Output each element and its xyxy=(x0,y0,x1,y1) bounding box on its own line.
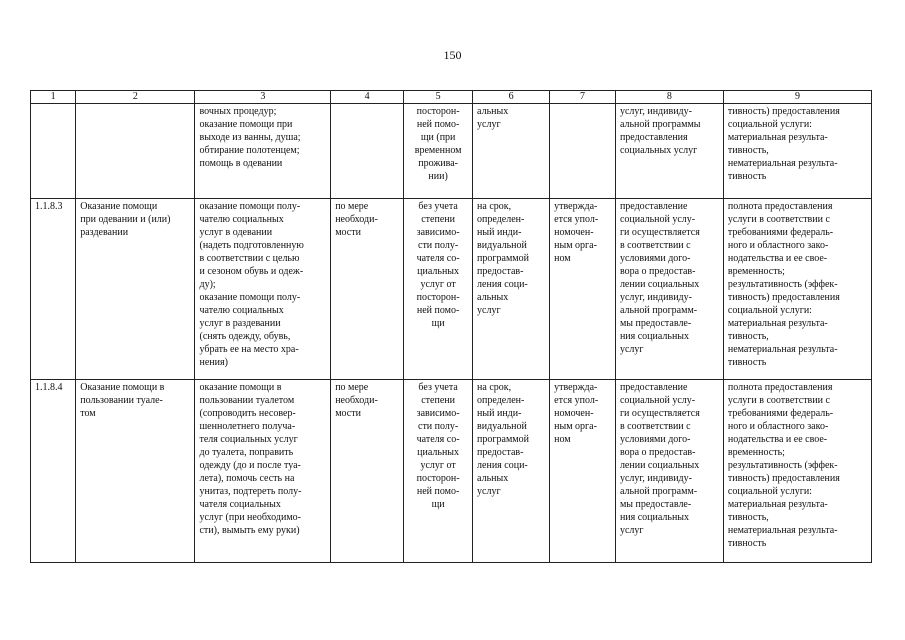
cell-text-line: унитаз, подтереть полу- xyxy=(199,486,302,497)
cell-text-line: (сопроводить несовер- xyxy=(199,408,296,419)
cell-text-line: лении социальных xyxy=(619,460,700,471)
cell-text-line: вора о предостав- xyxy=(619,447,696,458)
cell-text-line: тивность) предоставления xyxy=(727,473,840,484)
cell-description xyxy=(195,104,331,199)
cell-conditions xyxy=(615,104,723,199)
cell-text-line: полнота предоставления xyxy=(727,201,833,212)
cell-text-line: сти полу- xyxy=(418,240,459,251)
cell-text-line: ления соци- xyxy=(477,460,528,471)
cell-text-line: условиями дого- xyxy=(619,434,691,445)
cell-text-line: результативность (эффек- xyxy=(727,460,838,471)
cell-text-line: оказание помощи полу- xyxy=(199,201,301,212)
cell-text-line: утвержда- xyxy=(554,382,598,393)
cell-text-line: зависимо- xyxy=(416,408,460,419)
cell-text-line: предоставление xyxy=(619,201,688,212)
cell-text-line: ного и областного зако- xyxy=(727,240,829,251)
cell-number xyxy=(31,104,76,199)
cell-text-line: альных xyxy=(477,292,509,303)
cell-tariff xyxy=(550,380,616,563)
cell-text-line: мости xyxy=(335,227,361,238)
cell-text-line: нематериальная результа- xyxy=(727,158,838,169)
cell-text-line: при одевании и (или) xyxy=(80,214,171,225)
cell-text-line: социальной услуги: xyxy=(727,119,812,130)
cell-text-line: условиями дого- xyxy=(619,253,691,264)
cell-text-line: услуг xyxy=(477,486,501,497)
cell-text-line: сти полу- xyxy=(418,421,459,432)
cell-text-line: временном xyxy=(414,145,462,156)
cell-text-line: пользовании туале- xyxy=(80,395,163,406)
cell-text-line: предостав- xyxy=(477,266,524,277)
cell-tariff xyxy=(550,199,616,380)
cell-text-line: помощь в одевании xyxy=(199,158,283,169)
cell-text-line: нодательства и ее свое- xyxy=(727,253,828,264)
cell-text-line: номочен- xyxy=(554,408,594,419)
column-number: 5 xyxy=(404,91,473,104)
cell-text-line: альной программы xyxy=(619,119,701,130)
cell-text-line: циальных xyxy=(417,447,460,458)
cell-text-line: тивность xyxy=(727,357,767,368)
cell-indicators xyxy=(723,199,871,380)
cell-text-line: лении социальных xyxy=(619,279,700,290)
cell-text-line: услуг, индивиду- xyxy=(619,292,692,303)
cell-text-line: без учета xyxy=(418,382,458,393)
cell-text-line: по мере xyxy=(335,201,369,212)
table-row xyxy=(31,199,872,380)
cell-text-line: социальной услуги: xyxy=(727,305,812,316)
cell-text-line: видуальной xyxy=(477,240,527,251)
table-header xyxy=(31,91,872,104)
cell-text-line: степени xyxy=(421,214,455,225)
cell-text-line: ги осуществляется xyxy=(619,227,700,238)
cell-text-line: чателю социальных xyxy=(199,214,284,225)
cell-text-line: альных xyxy=(477,473,509,484)
cell-text-line: ния социальных xyxy=(619,512,690,523)
cell-text-line: видуальной xyxy=(477,421,527,432)
cell-text-line: в соответствии с xyxy=(619,240,691,251)
cell-text-line: услуги в соответствии с xyxy=(727,395,830,406)
cell-text-line: ного и областного зако- xyxy=(727,421,829,432)
cell-frequency xyxy=(331,104,404,199)
cell-text-line: тивность) предоставления xyxy=(727,106,840,117)
cell-text-line: необходи- xyxy=(335,214,378,225)
cell-text-line: ным орга- xyxy=(554,240,597,251)
cell-text-line: материальная результа- xyxy=(727,499,828,510)
cell-text-line: оказание помощи при xyxy=(199,119,293,130)
cell-text-line: Оказание помощи xyxy=(80,201,158,212)
cell-text-line: мости xyxy=(335,408,361,419)
cell-text-line: теля социальных услуг xyxy=(199,434,298,445)
cell-indicators xyxy=(723,104,871,199)
cell-name xyxy=(76,199,195,380)
cell-text-line: услуги в соответствии с xyxy=(727,214,830,225)
cell-name xyxy=(76,380,195,563)
cell-text-line: тивность, xyxy=(727,512,769,523)
cell-text-line: и сезоном обувь и одеж- xyxy=(199,266,304,277)
cell-text-line: оказание помощи полу- xyxy=(199,292,301,303)
cell-text-line: мы предоставле- xyxy=(619,318,692,329)
cell-text-line: выходе из ванны, душа; xyxy=(199,132,301,143)
cell-text-line: ней помо- xyxy=(416,486,460,497)
cell-text-line: щи (при xyxy=(420,132,456,143)
cell-text-line: ном xyxy=(554,253,571,264)
cell-text-line: социальной услу- xyxy=(619,395,696,406)
cell-text-line: посторон- xyxy=(416,106,460,117)
cell-frequency xyxy=(331,380,404,563)
cell-text-line: определен- xyxy=(477,395,525,406)
cell-text-line: программой xyxy=(477,434,529,445)
cell-text-line: ный инди- xyxy=(477,227,522,238)
cell-text-line: щи xyxy=(431,499,445,510)
cell-text-line: программой xyxy=(477,253,529,264)
cell-text-line: оказание помощи в xyxy=(199,382,282,393)
cell-text-line: зависимо- xyxy=(416,227,460,238)
cell-text-line: лета), помочь сесть на xyxy=(199,473,295,484)
continuation-row xyxy=(31,104,872,199)
cell-text-line: циальных xyxy=(417,266,460,277)
cell-text-line: номочен- xyxy=(554,227,594,238)
cell-text-line: ном xyxy=(554,434,571,445)
column-number-row xyxy=(31,91,872,104)
cell-text-line: раздевании xyxy=(80,227,129,238)
cell-text-line: ным орга- xyxy=(554,421,597,432)
cell-text-line: необходи- xyxy=(335,395,378,406)
cell-text-line: услуг в раздевании xyxy=(199,318,281,329)
cell-text-line: одежду (до и после туа- xyxy=(199,460,301,471)
column-number: 6 xyxy=(473,91,550,104)
column-number: 2 xyxy=(76,91,195,104)
column-number: 3 xyxy=(195,91,331,104)
cell-text-line: утвержда- xyxy=(554,201,598,212)
cell-text-line: по мере xyxy=(335,382,369,393)
cell-text-line: тивность, xyxy=(727,145,769,156)
cell-text-line: услуг, индивиду- xyxy=(619,473,692,484)
cell-volume xyxy=(404,104,473,199)
cell-text-line: шеннолетнего получа- xyxy=(199,421,296,432)
cell-text-line: обтирание полотенцем; xyxy=(199,145,300,156)
cell-text-line: посторон- xyxy=(416,292,460,303)
cell-text-line: услуг xyxy=(477,305,501,316)
cell-text-line: тивность) предоставления xyxy=(727,292,840,303)
column-number: 4 xyxy=(331,91,404,104)
cell-text-line: нии) xyxy=(428,171,448,182)
cell-text-line: на срок, xyxy=(477,201,512,212)
cell-text-line: нодательства и ее свое- xyxy=(727,434,828,445)
cell-text-line: предостав- xyxy=(477,447,524,458)
column-number: 8 xyxy=(615,91,723,104)
column-number: 1 xyxy=(31,91,76,104)
cell-text-line: тивность xyxy=(727,538,767,549)
cell-text-line: пользовании туалетом xyxy=(199,395,295,406)
cell-text-line: щи xyxy=(431,318,445,329)
cell-text-line: социальной услуги: xyxy=(727,486,812,497)
cell-text-line: материальная результа- xyxy=(727,318,828,329)
cell-text-line: альной программ- xyxy=(619,486,698,497)
cell-text-line: (надеть подготовленную xyxy=(199,240,304,251)
cell-number: 1.1.8.4 xyxy=(31,380,76,563)
cell-text-line: услуг (при необходимо- xyxy=(199,512,301,523)
page-number: 150 xyxy=(443,48,462,62)
cell-text-line: без учета xyxy=(418,201,458,212)
cell-text-line: нематериальная результа- xyxy=(727,525,838,536)
cell-text-line: временность; xyxy=(727,447,785,458)
cell-text-line: в соответствии с xyxy=(619,421,691,432)
cell-text-line: альных xyxy=(477,106,509,117)
cell-text-line: степени xyxy=(421,395,455,406)
column-number: 7 xyxy=(550,91,616,104)
cell-volume xyxy=(404,199,473,380)
cell-conditions xyxy=(615,380,723,563)
cell-text-line: тивность xyxy=(727,171,767,182)
cell-text-line: чателя со- xyxy=(416,434,460,445)
cell-text-line: услуг, индивиду- xyxy=(619,106,692,117)
cell-text-line: предоставления xyxy=(619,132,688,143)
cell-text-line: временность; xyxy=(727,266,785,277)
cell-text-line: требованиями федераль- xyxy=(727,408,834,419)
cell-text-line: услуг xyxy=(619,525,644,536)
cell-tariff xyxy=(550,104,616,199)
cell-term xyxy=(473,380,550,563)
cell-text-line: убрать ее на место хра- xyxy=(199,344,299,355)
cell-text-line: ется упол- xyxy=(554,395,599,406)
cell-text-line: определен- xyxy=(477,214,525,225)
cell-text-line: требованиями федераль- xyxy=(727,227,834,238)
cell-text-line: услуг xyxy=(619,344,644,355)
cell-text-line: нематериальная результа- xyxy=(727,344,838,355)
cell-conditions xyxy=(615,199,723,380)
cell-text-line: в соответствии с целью xyxy=(199,253,300,264)
table-row xyxy=(31,380,872,563)
cell-frequency xyxy=(331,199,404,380)
cell-text-line: Оказание помощи в xyxy=(80,382,165,393)
cell-text-line: сти), вымыть ему руки) xyxy=(199,525,300,536)
cell-description xyxy=(195,199,331,380)
cell-indicators xyxy=(723,380,871,563)
cell-text-line: том xyxy=(80,408,96,419)
cell-text-line: ления соци- xyxy=(477,279,528,290)
cell-term xyxy=(473,199,550,380)
cell-description xyxy=(195,380,331,563)
cell-text-line: вора о предостав- xyxy=(619,266,696,277)
cell-text-line: (снять одежду, обувь, xyxy=(199,331,291,342)
cell-text-line: услуг xyxy=(477,119,501,130)
cell-text-line: социальной услу- xyxy=(619,214,696,225)
cell-name xyxy=(76,104,195,199)
cell-text-line: ней помо- xyxy=(416,305,460,316)
cell-text-line: тивность, xyxy=(727,331,769,342)
cell-text-line: чателю социальных xyxy=(199,305,284,316)
cell-text-line: прожива- xyxy=(418,158,458,169)
cell-text-line: на срок, xyxy=(477,382,512,393)
cell-text-line: посторон- xyxy=(416,473,460,484)
cell-text-line: до туалета, поправить xyxy=(199,447,294,458)
cell-text-line: полнота предоставления xyxy=(727,382,833,393)
cell-number: 1.1.8.3 xyxy=(31,199,76,380)
cell-text-line: ный инди- xyxy=(477,408,522,419)
cell-text-line: ги осуществляется xyxy=(619,408,700,419)
cell-text-line: ется упол- xyxy=(554,214,599,225)
cell-text-line: результативность (эффек- xyxy=(727,279,838,290)
cell-text-line: мы предоставле- xyxy=(619,499,692,510)
cell-text-line: вочных процедур; xyxy=(199,106,277,117)
column-number: 9 xyxy=(723,91,871,104)
cell-text-line: услуг от xyxy=(420,279,456,290)
cell-text-line: материальная результа- xyxy=(727,132,828,143)
cell-text-line: услуг в одевании xyxy=(199,227,273,238)
cell-text-line: чателя со- xyxy=(416,253,460,264)
services-table xyxy=(30,90,872,563)
cell-text-line: ду); xyxy=(199,279,216,290)
cell-text-line: услуг от xyxy=(420,460,456,471)
cell-text-line: нения) xyxy=(199,357,228,368)
cell-text-line: чателя социальных xyxy=(199,499,281,510)
cell-text-line: ней помо- xyxy=(416,119,460,130)
cell-volume xyxy=(404,380,473,563)
cell-text-line: альной программ- xyxy=(619,305,698,316)
cell-text-line: социальных услуг xyxy=(619,145,698,156)
cell-text-line: ния социальных xyxy=(619,331,690,342)
cell-term xyxy=(473,104,550,199)
cell-text-line: предоставление xyxy=(619,382,688,393)
